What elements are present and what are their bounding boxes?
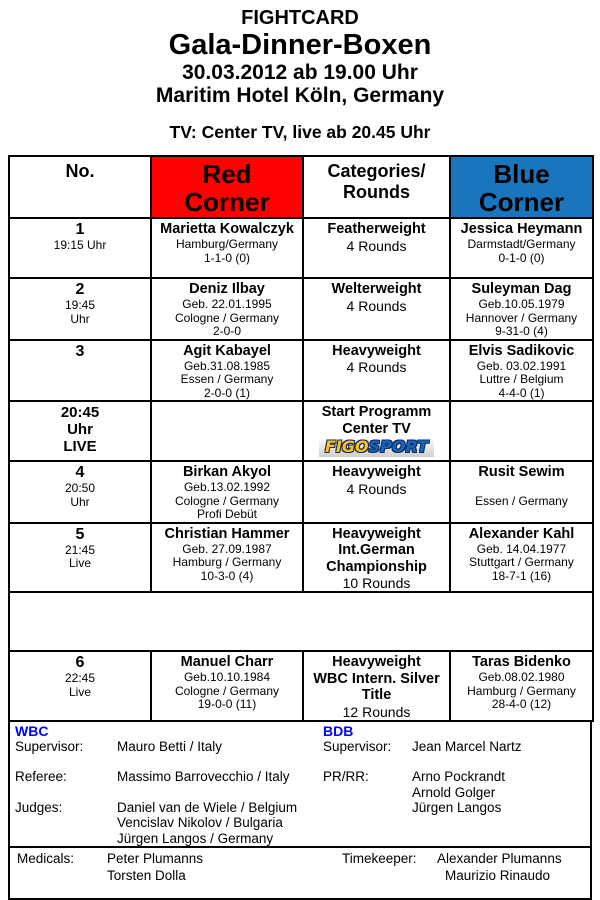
rounds-count: 10 Rounds: [306, 575, 447, 591]
red-fighter-detail: Geb. 27.09.1987: [154, 543, 300, 557]
blue-fighter-name: Taras Bidenko: [453, 654, 590, 671]
official-role-label: Supervisor:: [15, 739, 117, 755]
category-cell: [303, 218, 450, 278]
official-entry: [15, 769, 315, 785]
blue-fighter-detail: Hamburg / Germany: [453, 685, 590, 699]
official-role-label: Referee:: [15, 769, 117, 785]
red-fighter-detail: Geb.10.10.1984: [154, 671, 300, 685]
blue-fighter-detail: Geb. 03.02.1991: [453, 360, 590, 374]
category-cell: [303, 651, 450, 721]
official-name: Arno Pockrandt: [412, 769, 505, 785]
spacer-cell: [9, 592, 593, 651]
red-fighter-detail: Geb. 22.01.1995: [154, 298, 300, 312]
blue-corner-cell: [450, 461, 593, 523]
tv-break-row: [9, 401, 593, 461]
fight-row: [9, 278, 593, 340]
official-name: Torsten Dolla: [107, 868, 203, 885]
bdb-officials-block: [315, 724, 590, 847]
category-title: Championship: [306, 559, 447, 576]
fight-number-cell: [9, 651, 151, 721]
blue-corner-cell: [450, 218, 593, 278]
official-names: [437, 851, 562, 898]
tv-time-line: 20:45: [12, 404, 148, 421]
fight-time: 21:45: [12, 544, 148, 558]
blue-fighter-detail: Geb. 14.04.1977: [453, 543, 590, 557]
red-corner-label-line2: Corner: [154, 188, 300, 216]
fight-time: Live: [12, 686, 148, 700]
official-names: [412, 769, 505, 816]
red-fighter-name: Manuel Charr: [154, 654, 300, 671]
category-cell: [303, 340, 450, 402]
red-fighter-detail: 10-3-0 (4): [154, 570, 300, 584]
medicals-entry: [10, 851, 342, 898]
category-title: Title: [306, 687, 447, 704]
red-corner-cell: [151, 651, 303, 721]
fight-table: [8, 155, 594, 722]
fight-time: 20:50: [12, 482, 148, 496]
officials-section: [8, 722, 592, 900]
fight-number: 4: [12, 464, 148, 482]
red-corner-cell: [151, 340, 303, 402]
blue-fighter-detail: Geb.10.05.1979: [453, 298, 590, 312]
blue-fighter-name: Rusit Sewim: [453, 464, 590, 481]
official-role-label: PR/RR:: [323, 769, 412, 816]
column-header-blue-corner: [450, 156, 593, 218]
rounds-count: 4 Rounds: [306, 298, 447, 314]
blue-corner-cell: [450, 651, 593, 721]
rounds-count: 4 Rounds: [306, 238, 447, 254]
category-cell: [303, 278, 450, 340]
blue-fighter-detail: Essen / Germany: [453, 495, 590, 509]
categories-label-line2: Rounds: [306, 182, 447, 203]
blue-corner-cell: [450, 278, 593, 340]
blue-fighter-name: Alexander Kahl: [453, 526, 590, 543]
blue-fighter-detail: 9-31-0 (4): [453, 325, 590, 339]
red-fighter-name: Birkan Akyol: [154, 464, 300, 481]
tv-broadcast-info: TV: Center TV, live ab 20.45 Uhr: [0, 122, 600, 143]
fight-number-cell: [9, 218, 151, 278]
fight-time: 19:45: [12, 299, 148, 313]
official-name: Vencislav Nikolov / Bulgaria: [117, 815, 297, 831]
red-fighter-detail: Hamburg / Germany: [154, 556, 300, 570]
rounds-count: 12 Rounds: [306, 704, 447, 720]
fight-rows: [9, 218, 593, 721]
figosport-logo-figo: FIGO: [325, 437, 369, 456]
fight-time: Live: [12, 557, 148, 571]
no-header-label: No.: [12, 161, 148, 182]
category-cell: [303, 523, 450, 593]
category-title: Featherweight: [306, 221, 447, 238]
blue-fighter-detail: 4-4-0 (1): [453, 387, 590, 401]
blue-corner-label-line1: Blue: [453, 160, 590, 188]
tv-program-cell: [303, 401, 450, 461]
official-name: Jürgen Langos: [412, 800, 505, 816]
red-fighter-detail: Cologne / Germany: [154, 495, 300, 509]
fight-number: 2: [12, 281, 148, 299]
red-corner-cell: [151, 218, 303, 278]
event-venue: Maritim Hotel Köln, Germany: [0, 84, 600, 107]
official-names: [117, 769, 290, 785]
red-fighter-detail: Cologne / Germany: [154, 685, 300, 699]
fight-number: 1: [12, 221, 148, 239]
official-names: [117, 739, 222, 755]
official-names: [107, 851, 203, 898]
official-role-label: Timekeeper:: [342, 851, 437, 898]
tv-time-line: LIVE: [12, 438, 148, 455]
red-fighter-detail: Essen / Germany: [154, 373, 300, 387]
column-header-categories: [303, 156, 450, 218]
tv-time-cell: [9, 401, 151, 461]
blue-corner-cell: [450, 523, 593, 593]
blue-fighter-detail: 0-1-0 (0): [453, 252, 590, 266]
official-role-label: Supervisor:: [323, 739, 412, 755]
red-corner-cell: [151, 461, 303, 523]
category-title: WBC Intern. Silver: [306, 671, 447, 688]
red-corner-label-line1: Red: [154, 160, 300, 188]
organization-label: BDB: [323, 724, 590, 739]
fight-row: [9, 340, 593, 402]
red-corner-cell: [151, 278, 303, 340]
red-fighter-detail: Profi Debüt: [154, 508, 300, 522]
red-fighter-name: Marietta Kowalczyk: [154, 221, 300, 238]
categories-label-line1: Categories/: [306, 161, 447, 182]
blue-fighter-detail: Stuttgart / Germany: [453, 556, 590, 570]
fight-number-cell: [9, 523, 151, 593]
blue-fighter-detail: Geb.08.02.1980: [453, 671, 590, 685]
blue-fighter-name: Suleyman Dag: [453, 281, 590, 298]
official-entry: [15, 739, 315, 755]
red-fighter-name: Agit Kabayel: [154, 343, 300, 360]
official-name: Mauro Betti / Italy: [117, 739, 222, 755]
figosport-logo: [319, 438, 434, 457]
officials-main: [10, 722, 590, 847]
official-role-label: Judges:: [15, 800, 117, 847]
rounds-count: 4 Rounds: [306, 481, 447, 497]
category-title: Heavyweight: [306, 464, 447, 481]
fight-row: [9, 651, 593, 721]
official-name: Maurizio Rinaudo: [437, 868, 562, 885]
blue-fighter-detail: 18-7-1 (16): [453, 570, 590, 584]
blue-corner-cell: [450, 340, 593, 402]
fight-time: Uhr: [12, 313, 148, 327]
fight-time: 19:15 Uhr: [12, 239, 148, 253]
official-name: Jean Marcel Nartz: [412, 739, 522, 755]
tv-program-line: Center TV: [306, 421, 447, 438]
table-header-row: [9, 156, 593, 218]
rounds-count: 4 Rounds: [306, 359, 447, 375]
fight-number: 6: [12, 654, 148, 672]
fight-number: 5: [12, 526, 148, 544]
red-fighter-detail: Geb.13.02.1992: [154, 481, 300, 495]
red-fighter-name: Deniz Ilbay: [154, 281, 300, 298]
blue-fighter-detail: [453, 481, 590, 495]
doc-title: FIGHTCARD: [0, 7, 600, 30]
fight-number-cell: [9, 278, 151, 340]
fight-row: [9, 461, 593, 523]
blue-fighter-detail: Hannover / Germany: [453, 312, 590, 326]
red-fighter-detail: 2-0-0 (1): [154, 387, 300, 401]
fight-number-cell: [9, 340, 151, 402]
document-header: [0, 0, 600, 143]
red-fighter-detail: Cologne / Germany: [154, 312, 300, 326]
red-fighter-name: Christian Hammer: [154, 526, 300, 543]
spacer-row: [9, 592, 593, 651]
official-name: Jürgen Langos / Germany: [117, 831, 297, 847]
fight-time: 22:45: [12, 672, 148, 686]
blue-fighter-detail: Darmstadt/Germany: [453, 238, 590, 252]
official-name: Arnold Golger: [412, 785, 505, 801]
category-title: Heavyweight: [306, 654, 447, 671]
blue-fighter-detail: Luttre / Belgium: [453, 373, 590, 387]
category-title: Heavyweight: [306, 343, 447, 360]
tv-program-line: Start Programm: [306, 404, 447, 421]
organization-label: WBC: [15, 724, 315, 739]
event-name: Gala-Dinner-Boxen: [0, 30, 600, 61]
fight-time: Uhr: [12, 496, 148, 510]
category-cell: [303, 461, 450, 523]
official-names: [117, 800, 297, 847]
fight-number-cell: [9, 461, 151, 523]
official-name: Daniel van de Wiele / Belgium: [117, 800, 297, 816]
red-corner-cell: [151, 523, 303, 593]
fight-number: 3: [12, 343, 148, 361]
official-name: Massimo Barrovecchio / Italy: [117, 769, 290, 785]
category-title: Welterweight: [306, 281, 447, 298]
fight-row: [9, 523, 593, 593]
red-fighter-detail: 19-0-0 (11): [154, 698, 300, 712]
blue-corner-label-line2: Corner: [453, 188, 590, 216]
blue-fighter-detail: 28-4-0 (12): [453, 698, 590, 712]
blue-fighter-name: Jessica Heymann: [453, 221, 590, 238]
category-title: Int.German: [306, 542, 447, 559]
tv-time-line: Uhr: [12, 421, 148, 438]
figosport-logo-sport: SPORT: [369, 437, 428, 456]
column-header-no: [9, 156, 151, 218]
column-header-red-corner: [151, 156, 303, 218]
category-title: Heavyweight: [306, 526, 447, 543]
red-fighter-detail: 2-0-0: [154, 325, 300, 339]
official-name: Alexander Plumanns: [437, 851, 562, 868]
event-datetime: 30.03.2012 ab 19.00 Uhr: [0, 61, 600, 84]
wbc-officials-block: [10, 724, 315, 847]
official-entry: [323, 769, 590, 816]
official-names: [412, 739, 522, 755]
official-entry: [323, 739, 590, 755]
official-name: Peter Plumanns: [107, 851, 203, 868]
timekeeper-entry: [342, 851, 590, 898]
fight-row: [9, 218, 593, 278]
red-fighter-detail: 1-1-0 (0): [154, 252, 300, 266]
official-entry: [15, 800, 315, 847]
official-role-label: Medicals:: [17, 851, 107, 898]
empty-red-cell: [151, 401, 303, 461]
red-fighter-detail: Geb.31.08.1985: [154, 360, 300, 374]
officials-bottom-row: [10, 846, 590, 898]
blue-fighter-name: Elvis Sadikovic: [453, 343, 590, 360]
red-fighter-detail: Hamburg/Germany: [154, 238, 300, 252]
empty-blue-cell: [450, 401, 593, 461]
